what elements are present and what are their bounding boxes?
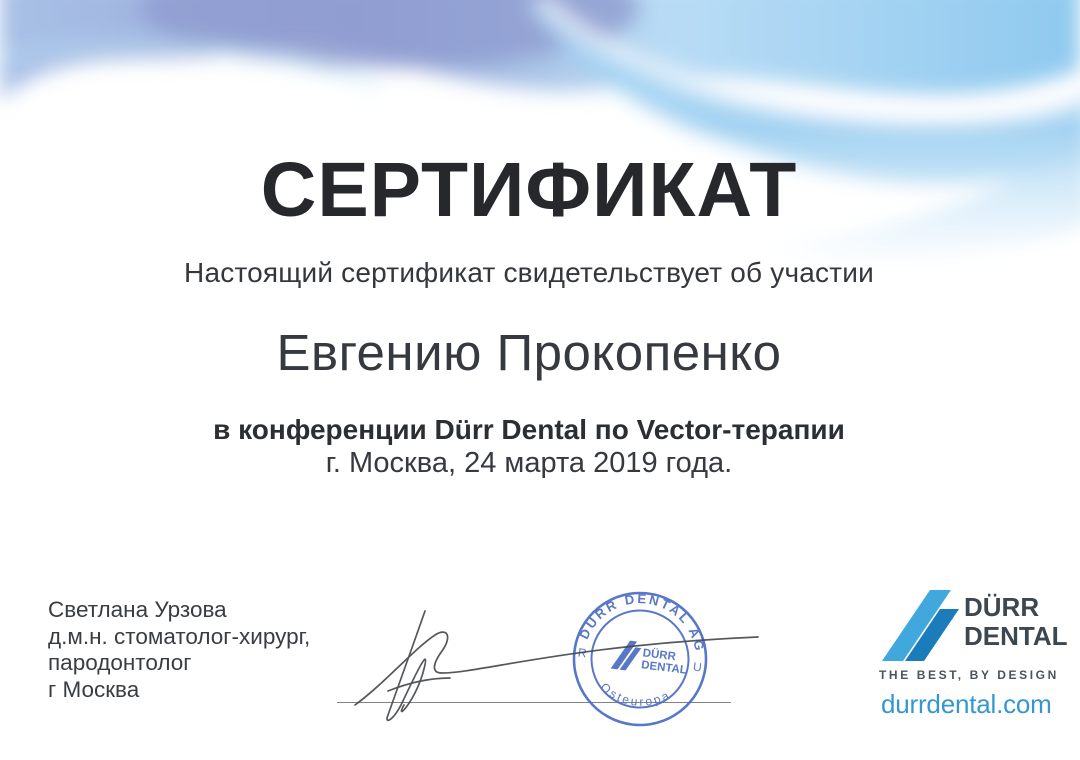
stamp-letter-u: U xyxy=(692,659,703,675)
signatory-role-1: д.м.н. стоматолог-хирург, xyxy=(48,623,311,649)
signature-scribble xyxy=(330,593,770,728)
brand-tagline: THE BEST, BY DESIGN xyxy=(879,668,1059,682)
signatory-block xyxy=(48,597,310,703)
certificate-title: СЕРТИФИКАТ xyxy=(260,147,798,233)
signatory-role-2: пародонтолог xyxy=(48,650,192,675)
stamp-center-line1: DÜRR xyxy=(641,647,677,664)
certificate-subtitle: Настоящий сертификат свидетельствует об участии xyxy=(184,257,874,288)
brand-logo-line1: DÜRR xyxy=(964,592,1040,622)
event-line: в конференции Dürr Dental по Vector-терапии xyxy=(213,414,845,445)
stamp-arc-bottom-text: Osteuropa xyxy=(597,679,674,709)
signatory-city: г Москва xyxy=(48,676,140,702)
signatory-name: Светлана Урзова xyxy=(48,597,227,622)
stamp-letter-r: R xyxy=(577,645,588,661)
brand-logo-line2: DENTAL xyxy=(964,621,1068,651)
stamp-arc-top-text: DÜRR DENTAL AG xyxy=(576,591,708,655)
durr-dental-logo-icon xyxy=(878,583,1078,665)
stamp-center-line2: DENTAL xyxy=(640,659,688,677)
recipient-name: Евгению Прокопенко xyxy=(276,324,782,381)
brand-block xyxy=(878,583,1078,719)
place-date-line: г. Москва, 24 марта 2019 года. xyxy=(325,447,733,479)
brand-website-link[interactable]: durrdental.com xyxy=(881,689,1052,719)
